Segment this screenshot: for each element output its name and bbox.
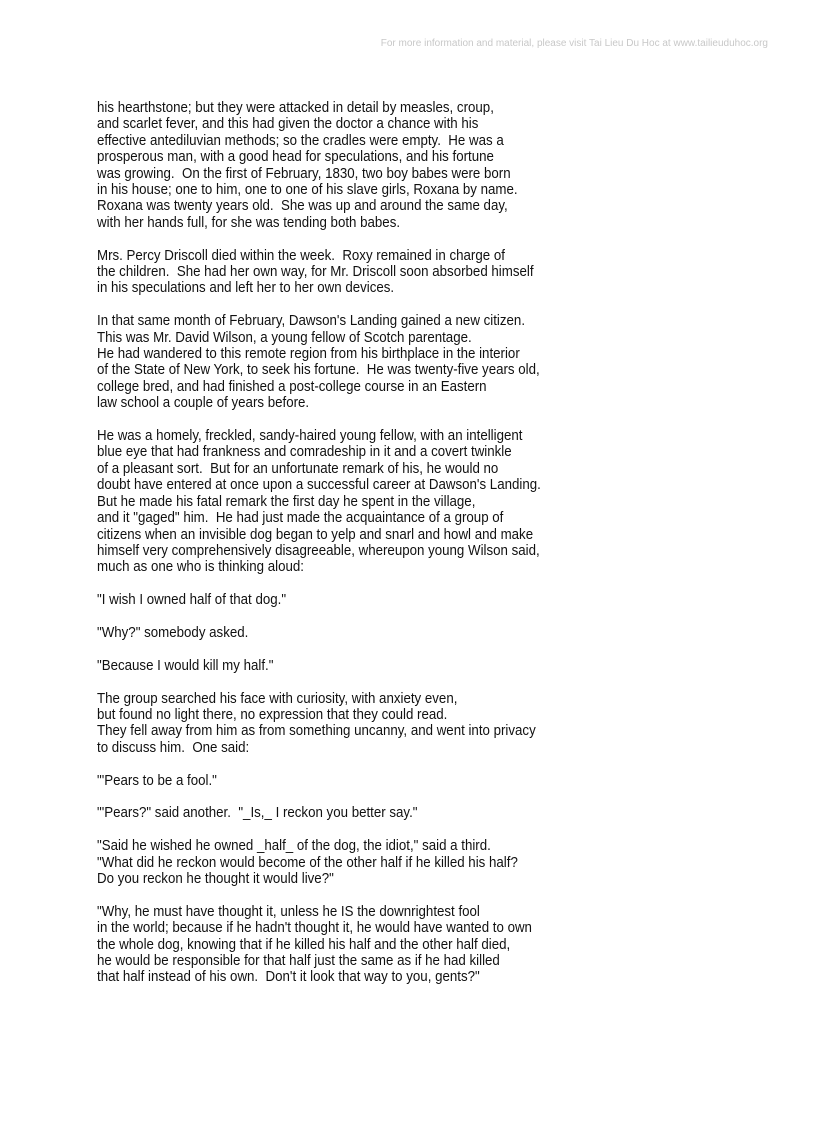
text-line: in the world; because if he hadn't thought it, he would have wanted to own (97, 920, 532, 937)
text-line: of the State of New York, to seek his fortune. He was twenty-five years old, (97, 362, 540, 379)
text-line: law school a couple of years before. (97, 395, 310, 412)
paragraph-12 (97, 904, 739, 986)
text-line: "'Pears?" said another. "_Is,_ I reckon you better say." (97, 805, 418, 822)
text-line: in his house; one to him, one to one of his slave girls, Roxana by name. (97, 182, 518, 199)
paragraph-1 (97, 100, 739, 231)
text-line: the children. She had her own way, for Mr. Driscoll soon absorbed himself (97, 264, 534, 281)
text-line: citizens when an invisible dog began to yelp and snarl and howl and make (97, 526, 534, 543)
paragraph-3 (97, 313, 739, 411)
paragraph-5 (97, 592, 739, 608)
document-body (97, 100, 739, 1002)
text-line: prosperous man, with a good head for speculations, and his fortune (97, 149, 494, 166)
text-line: he would be responsible for that half just the same as if he had killed (97, 952, 500, 969)
text-line: and scarlet fever, and this had given the doctor a chance with his (97, 116, 479, 133)
text-line: but found no light there, no expression that they could read. (97, 706, 448, 723)
paragraph-7 (97, 658, 739, 674)
text-line: doubt have entered at once upon a successful career at Dawson's Landing. (97, 477, 541, 494)
text-line: He was a homely, freckled, sandy-haired young fellow, with an intelligent (97, 428, 523, 445)
text-line: Do you reckon he thought it would live?" (97, 870, 334, 887)
text-line: Mrs. Percy Driscoll died within the week. Roxy remained in charge of (97, 247, 505, 264)
text-line: to discuss him. One said: (97, 739, 250, 756)
text-line: "What did he reckon would become of the other half if he killed his half? (97, 854, 518, 871)
text-line: blue eye that had frankness and comradeship in it and a covert twinkle (97, 444, 512, 461)
paragraph-10 (97, 805, 739, 821)
text-line: They fell away from him as from something uncanny, and went into privacy (97, 723, 536, 740)
text-line: in his speculations and left her to her own devices. (97, 280, 395, 297)
text-line: "I wish I owned half of that dog." (97, 592, 287, 609)
text-line: that half instead of his own. Don't it look that way to you, gents?" (97, 969, 480, 986)
text-line: "Because I would kill my half." (97, 657, 274, 674)
text-line: The group searched his face with curiosity, with anxiety even, (97, 690, 458, 707)
text-line: But he made his fatal remark the first day he spent in the village, (97, 493, 476, 510)
text-line: was growing. On the first of February, 1830, two boy babes were born (97, 165, 511, 182)
text-line: "Why, he must have thought it, unless he IS the downrightest fool (97, 903, 480, 920)
paragraph-8 (97, 691, 739, 757)
text-line: This was Mr. David Wilson, a young fellow of Scotch parentage. (97, 329, 472, 346)
text-line: himself very comprehensively disagreeable, whereupon young Wilson said, (97, 542, 540, 559)
text-line: "Why?" somebody asked. (97, 624, 249, 641)
text-line: the whole dog, knowing that if he killed his half and the other half died, (97, 936, 511, 953)
paragraph-6 (97, 625, 739, 641)
text-line: "Said he wished he owned _half_ of the dog, the idiot," said a third. (97, 838, 491, 855)
paragraph-2 (97, 248, 739, 297)
text-line: He had wandered to this remote region from his birthplace in the interior (97, 346, 520, 363)
text-line: effective antediluvian methods; so the cradles were empty. He was a (97, 132, 504, 149)
text-line: and it "gaged" him. He had just made the acquaintance of a group of (97, 510, 504, 527)
text-line: Roxana was twenty years old. She was up and around the same day, (97, 198, 508, 215)
text-line: "'Pears to be a fool." (97, 772, 217, 789)
paragraph-4 (97, 428, 739, 576)
text-line: of a pleasant sort. But for an unfortunate remark of his, he would no (97, 460, 499, 477)
text-line: with her hands full, for she was tending both babes. (97, 214, 401, 231)
text-line: much as one who is thinking aloud: (97, 559, 304, 576)
text-line: In that same month of February, Dawson's Landing gained a new citizen. (97, 313, 526, 330)
text-line: his hearthstone; but they were attacked in detail by measles, croup, (97, 100, 494, 116)
page-header-note: For more information and material, please visit Tai Lieu Du Hoc at www.tailieuduhoc.org (380, 38, 768, 49)
paragraph-11 (97, 838, 739, 887)
paragraph-9 (97, 773, 739, 789)
text-line: college bred, and had finished a post-college course in an Eastern (97, 378, 487, 395)
